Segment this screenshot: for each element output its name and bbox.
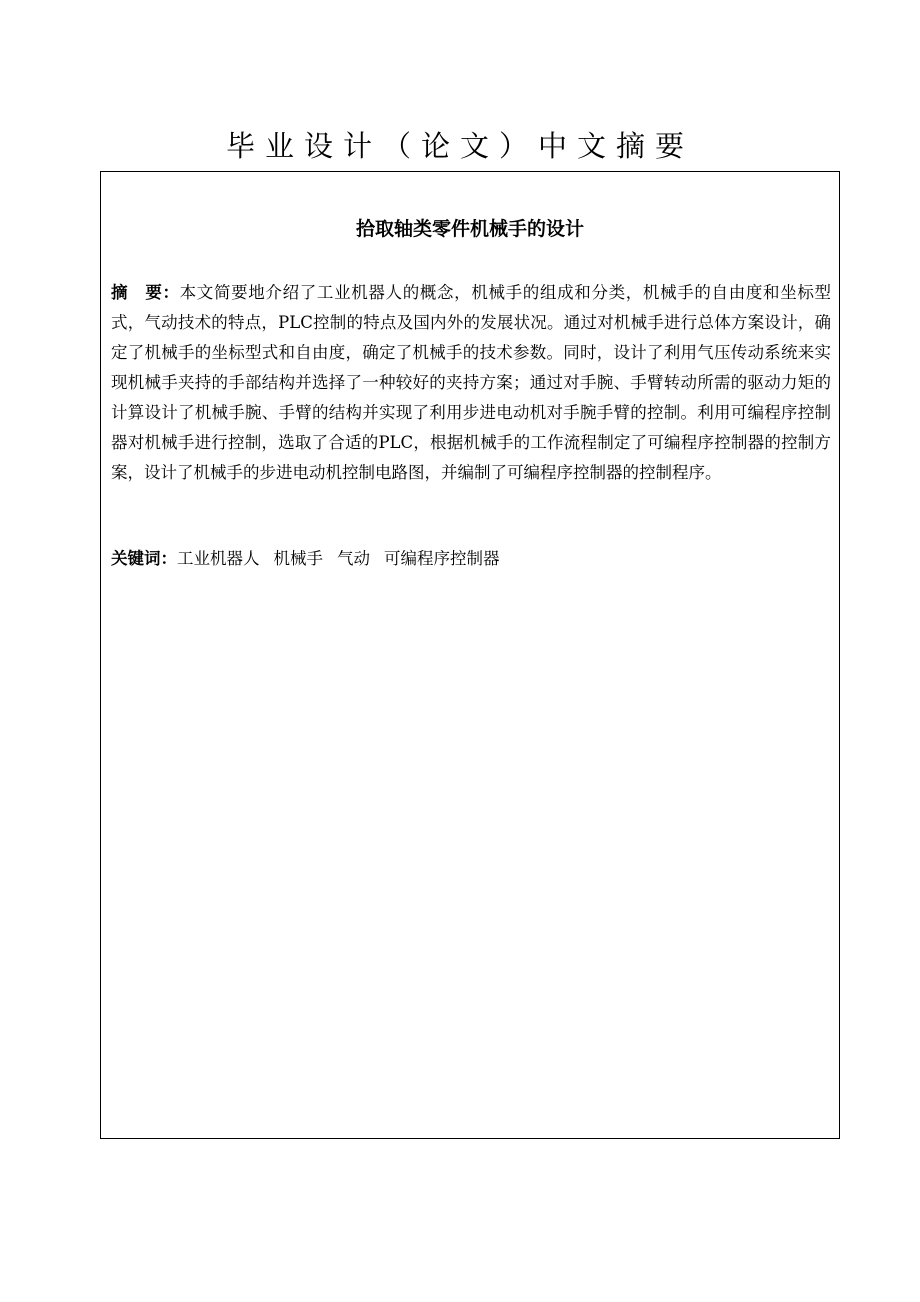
keyword-item: 工业机器人 — [177, 549, 260, 568]
abstract-label: 摘 要： — [111, 283, 180, 302]
keyword-item: 机械手 — [273, 549, 323, 568]
abstract-box — [100, 171, 840, 1139]
paper-title: 拾取轴类零件机械手的设计 — [355, 218, 584, 240]
abstract-text: 本文简要地介绍了工业机器人的概念，机械手的组成和分类，机械手的自由度和坐标型式，气动技术的特点，PLC控制的特点及国内外的发展状况。通过对机械手进行总体方案设计，确定了机械手的坐标型式和自由度，确定了机械手的技术参数。同时，设计了利用气压传动系统来实现机械手夹持的手部结构并选择了一种较好的夹持方案；通过对手腕、手臂转动所需的驱动力矩的计算设计了机械手腕、手臂的结构并实现了利用步进电动机对手腕手臂的控制。利用可编程序控制器对机械手进行控制，选取了合适的PLC，根据机械手的工作流程制定了可编程序控制器的控制方案，设计了机械手的步进电动机控制电路图，并编制了可编程序控制器的控制程序。 — [111, 283, 832, 482]
keyword-item: 可编程序控制器 — [384, 549, 500, 568]
keywords-line — [111, 544, 831, 574]
keywords-label: 关键词： — [111, 549, 177, 568]
page-heading: 毕业设计（论文）中文摘要 — [225, 129, 694, 163]
abstract-paragraph — [111, 278, 831, 488]
keyword-item: 气动 — [337, 549, 370, 568]
